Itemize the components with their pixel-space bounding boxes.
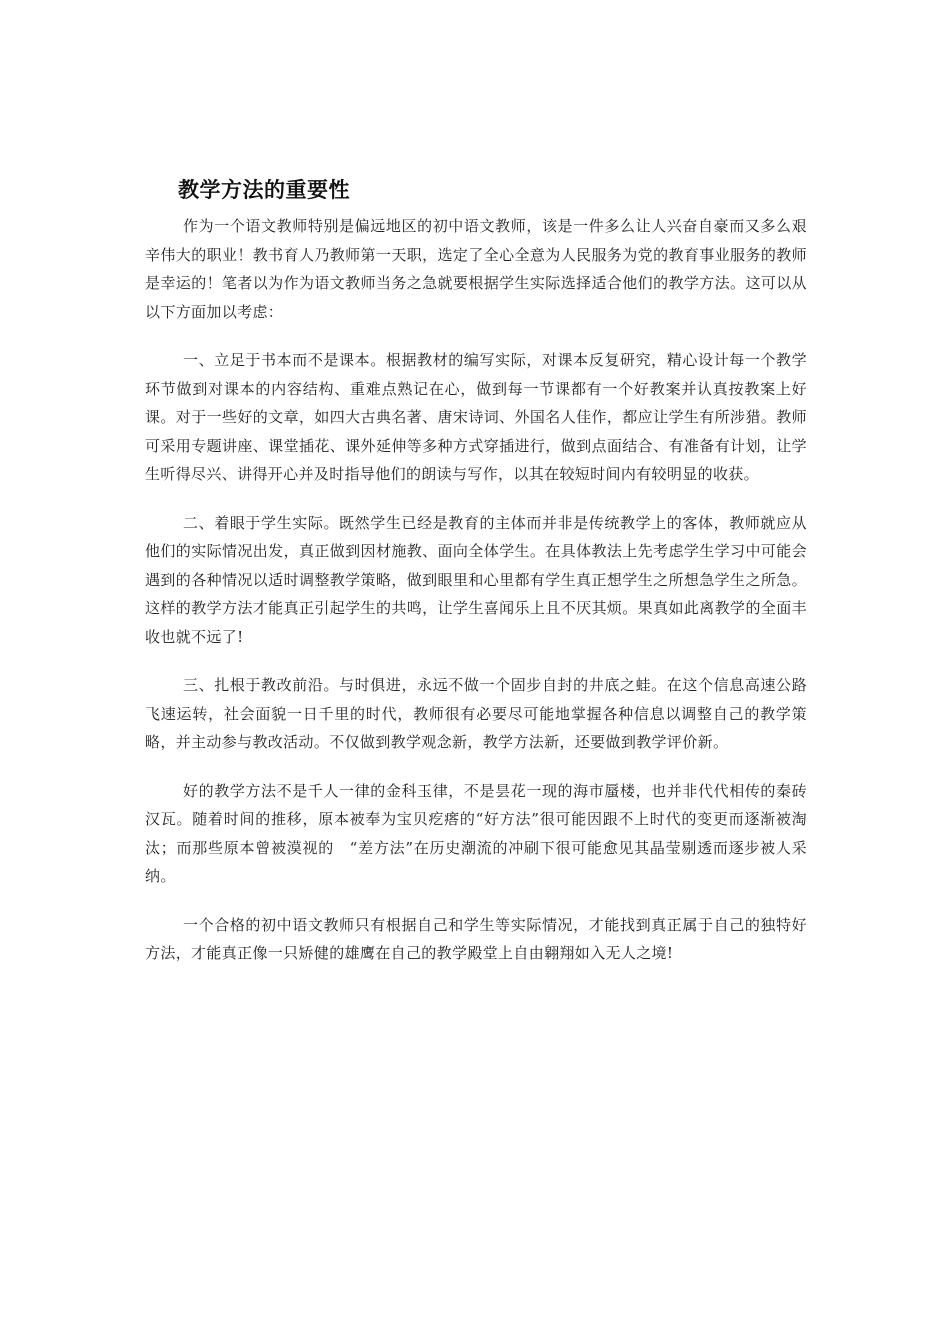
paragraph-point-one: 一、立足于书本而不是课本。根据教材的编写实际，对课本反复研究，精心设计每一个教学环节做到对课本的内容结构、重难点熟记在心，做到每一节课都有一个好教案并认真按教案上好课。对于一些好的文章，如四大古典名著、唐宋诗词、外国名人佳作，都应让学生有所涉猎。教师可采用专题讲座、课堂插花、课外延伸等多种方式穿插进行，做到点面结合、有准备有计划，让学生听得尽兴、讲得开心并及时指导他们的朗读与写作，以其在较短时间内有较明显的收获。	[145, 351, 807, 483]
paragraph-intro: 作为一个语文教师特别是偏远地区的初中语文教师，该是一件多么让人兴奋自豪而又多么艰辛伟大的职业！教书育人乃教师第一天职，选定了全心全意为人民服务为党的教育事业服务的教师是幸运的！笔者以为作为语文教师当务之急就要根据学生实际选择适合他们的教学方法。这可以从以下方面加以考虑：	[145, 217, 807, 321]
document-title: 教学方法的重要性	[178, 178, 350, 202]
paragraph-point-three: 三、扎根于教改前沿。与时俱进，永远不做一个固步自封的井底之蛙。在这个信息高速公路飞速运转，社会面貌一日千里的时代，教师很有必要尽可能地掌握各种信息以调整自己的教学策略，并主动参与教改活动。不仅做到教学观念新，教学方法新，还要做到教学评价新。	[145, 676, 807, 751]
paragraph-good-methods: 好的教学方法不是千人一律的金科玉律，不是昙花一现的海市蜃楼，也并非代代相传的秦砖汉瓦。随着时间的推移，原本被奉为宝贝疙瘩的“好方法”很可能因跟不上时代的变更而逐渐被淘汰；而那些原本曾被漠视的 “差方法”在历史潮流的冲刷下很可能愈见其晶莹剔透而逐步被人采纳。	[145, 781, 807, 885]
document-body	[145, 174, 807, 988]
paragraph-point-two: 二、着眼于学生实际。既然学生已经是教育的主体而并非是传统教学上的客体，教师就应从他们的实际情况出发，真正做到因材施教、面向全体学生。在具体教法上先考虑学生学习中可能会遇到的各种情况以适时调整教学策略，做到眼里和心里都有学生真正想学生之所想急学生之所急。这样的教学方法才能真正引起学生的共鸣，让学生喜闻乐上且不厌其烦。果真如此离教学的全面丰收也就不远了!	[145, 513, 807, 646]
paragraph-conclusion: 一个合格的初中语文教师只有根据自己和学生等实际情况，才能找到真正属于自己的独特好方法，才能真正像一只矫健的雄鹰在自己的教学殿堂上自由翱翔如入无人之境!	[145, 915, 807, 962]
